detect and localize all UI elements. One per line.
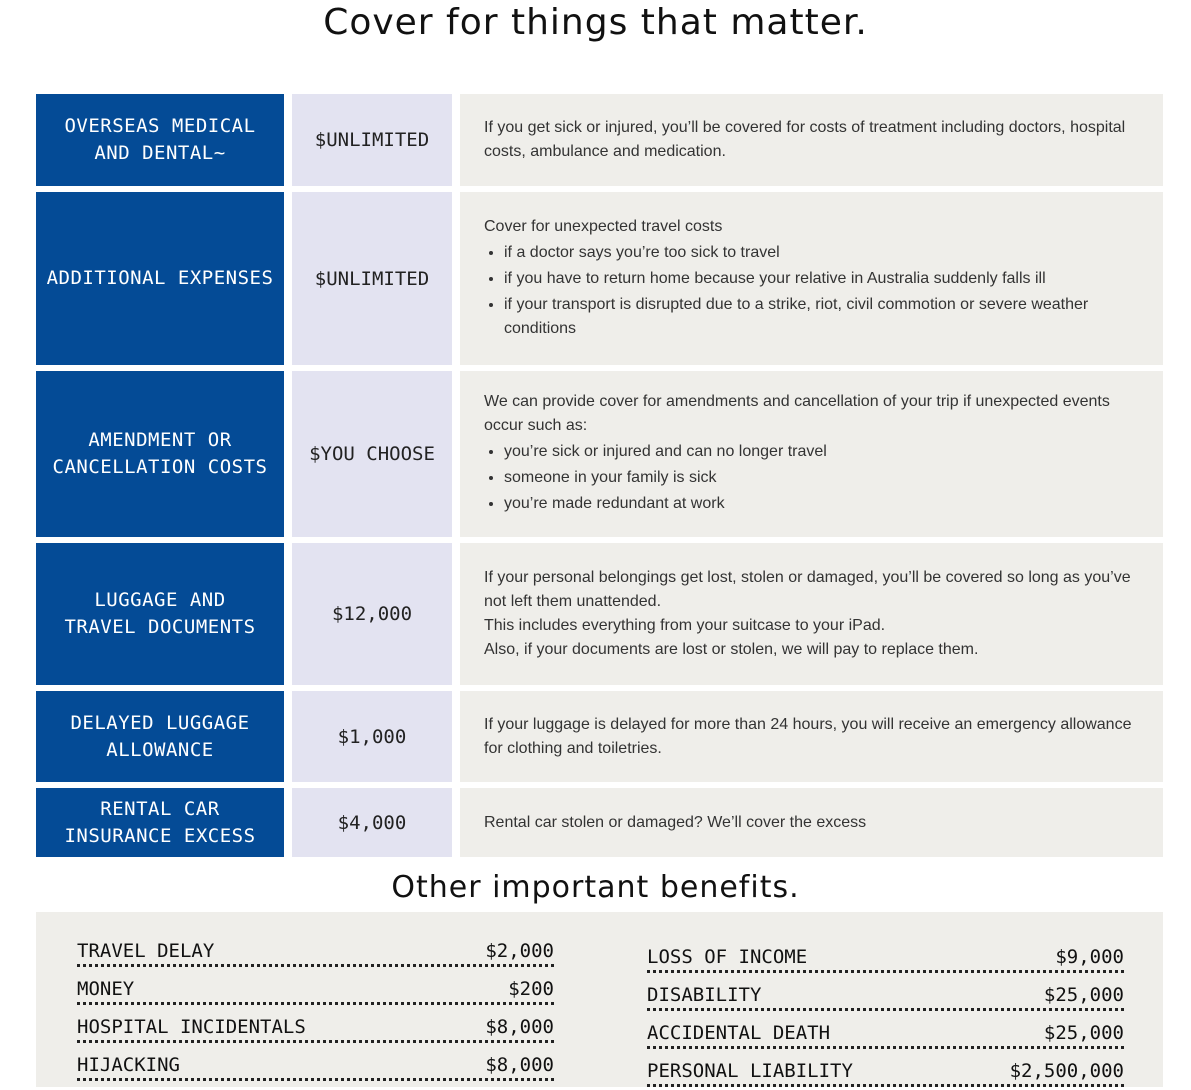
cover-label: LUGGAGE AND TRAVEL DOCUMENTS — [36, 543, 284, 685]
cover-label: OVERSEAS MEDICAL AND DENTAL~ — [36, 94, 284, 186]
description-text: Also, if your documents are lost or stolen, we will pay to replace them. — [484, 641, 979, 658]
benefit-name: HOSPITAL INCIDENTALS — [77, 1016, 306, 1038]
benefit-amount: $8,000 — [485, 1054, 554, 1076]
benefit-row — [77, 1046, 554, 1081]
cover-description — [460, 543, 1163, 685]
benefit-name: LOSS OF INCOME — [647, 946, 808, 968]
cover-row-cancellation — [36, 371, 1163, 537]
cover-description — [460, 788, 1163, 857]
benefits-panel — [36, 912, 1163, 1087]
bullet-item: • if you have to return home because your relative in Australia suddenly falls ill — [504, 267, 1139, 291]
cover-amount: $4,000 — [292, 788, 452, 857]
cover-amount: $UNLIMITED — [292, 94, 452, 186]
description-text: Rental car stolen or damaged? We’ll cover the excess — [484, 813, 867, 831]
benefit-amount: $9,000 — [1055, 946, 1124, 968]
cover-row-rental-car — [36, 788, 1163, 857]
benefit-name: TRAVEL DELAY — [77, 940, 215, 962]
benefit-row — [77, 1008, 554, 1043]
cover-description — [460, 94, 1163, 186]
benefit-name: MONEY — [77, 978, 135, 1000]
cover-amount: $UNLIMITED — [292, 192, 452, 365]
description-text: If your personal belongings get lost, stolen or damaged, you’ll be covered so long as you’ve not left them unattended. — [484, 569, 1131, 610]
bullet-item: • if your transport is disrupted due to a strike, riot, civil commotion or severe weather conditions — [504, 293, 1139, 341]
cover-amount: $YOU CHOOSE — [292, 371, 452, 537]
bullet-item: • someone in your family is sick — [504, 466, 1139, 490]
benefit-amount: $200 — [508, 978, 554, 1000]
description-text: If your luggage is delayed for more than 24 hours, you will receive an emergency allowance for clothing and toiletries. — [484, 715, 1132, 757]
description-text: We can provide cover for amendments and cancellation of your trip if unexpected events occur such as: — [484, 393, 1110, 434]
benefit-amount: $25,000 — [1043, 984, 1124, 1006]
bullet-item: • you’re sick or injured and can no longer travel — [504, 440, 1139, 464]
benefit-name: DISABILITY — [647, 984, 762, 1006]
page-title: Cover for things that matter. — [323, 2, 868, 43]
benefit-row — [77, 932, 554, 967]
cover-label: ADDITIONAL EXPENSES — [36, 192, 284, 365]
benefit-row — [77, 970, 554, 1005]
cover-description — [460, 691, 1163, 782]
description-text: Cover for unexpected travel costs — [484, 217, 723, 235]
cover-row-delayed-luggage — [36, 691, 1163, 782]
benefit-row — [647, 1014, 1124, 1049]
benefit-row — [647, 976, 1124, 1011]
benefit-amount: $2,500,000 — [1009, 1060, 1124, 1082]
description-text: If you get sick or injured, you’ll be covered for costs of treatment including doctors, hospital costs, ambulance and medication. — [484, 119, 1126, 160]
cover-label: RENTAL CAR INSURANCE EXCESS — [36, 788, 284, 857]
benefit-name: PERSONAL LIABILITY — [647, 1060, 853, 1082]
benefit-name: HIJACKING — [77, 1054, 180, 1076]
benefits-title: Other important benefits. — [391, 870, 800, 905]
cover-row-medical — [36, 94, 1163, 186]
cover-amount: $12,000 — [292, 543, 452, 685]
benefit-row — [647, 1052, 1124, 1087]
benefit-amount: $25,000 — [1043, 1022, 1124, 1044]
bullet-list — [484, 440, 1139, 518]
benefit-amount: $2,000 — [485, 940, 554, 962]
cover-label: DELAYED LUGGAGE ALLOWANCE — [36, 691, 284, 782]
benefit-amount: $8,000 — [485, 1016, 554, 1038]
cover-amount: $1,000 — [292, 691, 452, 782]
bullet-list — [484, 241, 1139, 343]
cover-row-luggage — [36, 543, 1163, 685]
cover-description — [460, 371, 1163, 537]
bullet-item: • you’re made redundant at work — [504, 492, 1139, 516]
benefits-column-left — [77, 932, 554, 1084]
bullet-item: • if a doctor says you’re too sick to travel — [504, 241, 1139, 265]
cover-label: AMENDMENT OR CANCELLATION COSTS — [36, 371, 284, 537]
benefit-row — [647, 938, 1124, 973]
cover-description — [460, 192, 1163, 365]
description-text: This includes everything from your suitcase to your iPad. — [484, 617, 886, 634]
benefits-column-right — [647, 938, 1124, 1090]
benefit-name: ACCIDENTAL DEATH — [647, 1022, 831, 1044]
cover-table — [36, 94, 1163, 863]
cover-row-additional-expenses — [36, 192, 1163, 365]
